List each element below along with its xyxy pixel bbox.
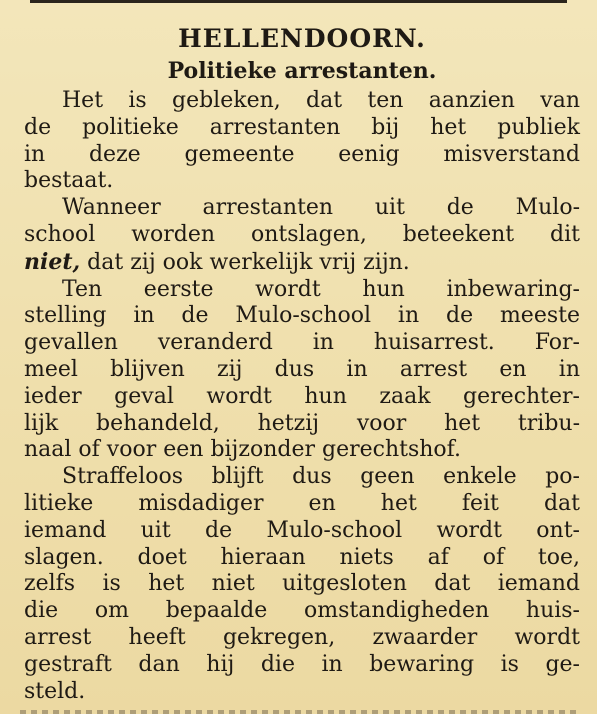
paragraph-2-line: school worden ontslagen, beteekent dit xyxy=(24,221,580,247)
paragraph-1-line: bestaat. xyxy=(24,168,114,194)
paragraph-1-line: in deze gemeente eenig misverstand xyxy=(24,141,580,167)
emphasis-line-rest: dat zij ook werkelijk vrij zijn. xyxy=(80,249,410,275)
paragraph-3-line: meel blijven zij dus in arrest en in xyxy=(24,356,580,382)
emphasis-word: niet, xyxy=(24,248,81,275)
paragraph-4-line: litieke misdadiger en het feit dat xyxy=(24,490,580,516)
article-headline: HELLENDOORN. xyxy=(178,24,426,53)
paragraph-4-line: arrest heeft gekregen, zwaarder wordt xyxy=(24,624,580,650)
clipped-next-line-edge xyxy=(20,710,577,714)
news-article xyxy=(24,22,580,705)
paragraph-3-line: naal of voor een bijzonder gerechtshof. xyxy=(24,437,462,463)
paragraph-3-line: gevallen veranderd in huisarrest. For- xyxy=(24,330,580,356)
paragraph-4-line: gestraft dan hij die in bewaring is ge- xyxy=(24,651,580,677)
paragraph-4-line: iemand uit de Mulo-school wordt ont- xyxy=(24,517,580,543)
paragraph-4-line: Straffeloos blijft dus geen enkele po- xyxy=(62,464,580,490)
paragraph-1-line: de politieke arrestanten bij het publiek xyxy=(24,114,580,140)
article-body xyxy=(24,88,580,705)
paragraph-4-line: zelfs is het niet uitgesloten dat iemand xyxy=(24,571,580,597)
paragraph-2-emphasis-line xyxy=(24,249,580,277)
article-subhead: Politieke arrestanten. xyxy=(167,58,437,84)
paragraph-1-line: Het is gebleken, dat ten aanzien van xyxy=(62,88,580,113)
paragraph-4-line: slagen. doet hieraan niets af of toe, xyxy=(24,544,580,570)
paragraph-2-line: Wanneer arrestanten uit de Mulo- xyxy=(62,195,580,221)
paragraph-3-line: ieder geval wordt hun zaak gerechter- xyxy=(24,383,580,409)
paragraph-4-line: die om bepaalde omstandigheden huis- xyxy=(24,598,580,624)
paragraph-3-line: lijk behandeld, hetzij voor het tribu- xyxy=(24,410,580,436)
paragraph-3-line: stelling in de Mulo-school in de meeste xyxy=(24,303,580,329)
paragraph-3-line: Ten eerste wordt hun inbewaring- xyxy=(62,276,580,302)
top-rule xyxy=(30,0,567,3)
paragraph-4-line: steld. xyxy=(24,678,86,704)
